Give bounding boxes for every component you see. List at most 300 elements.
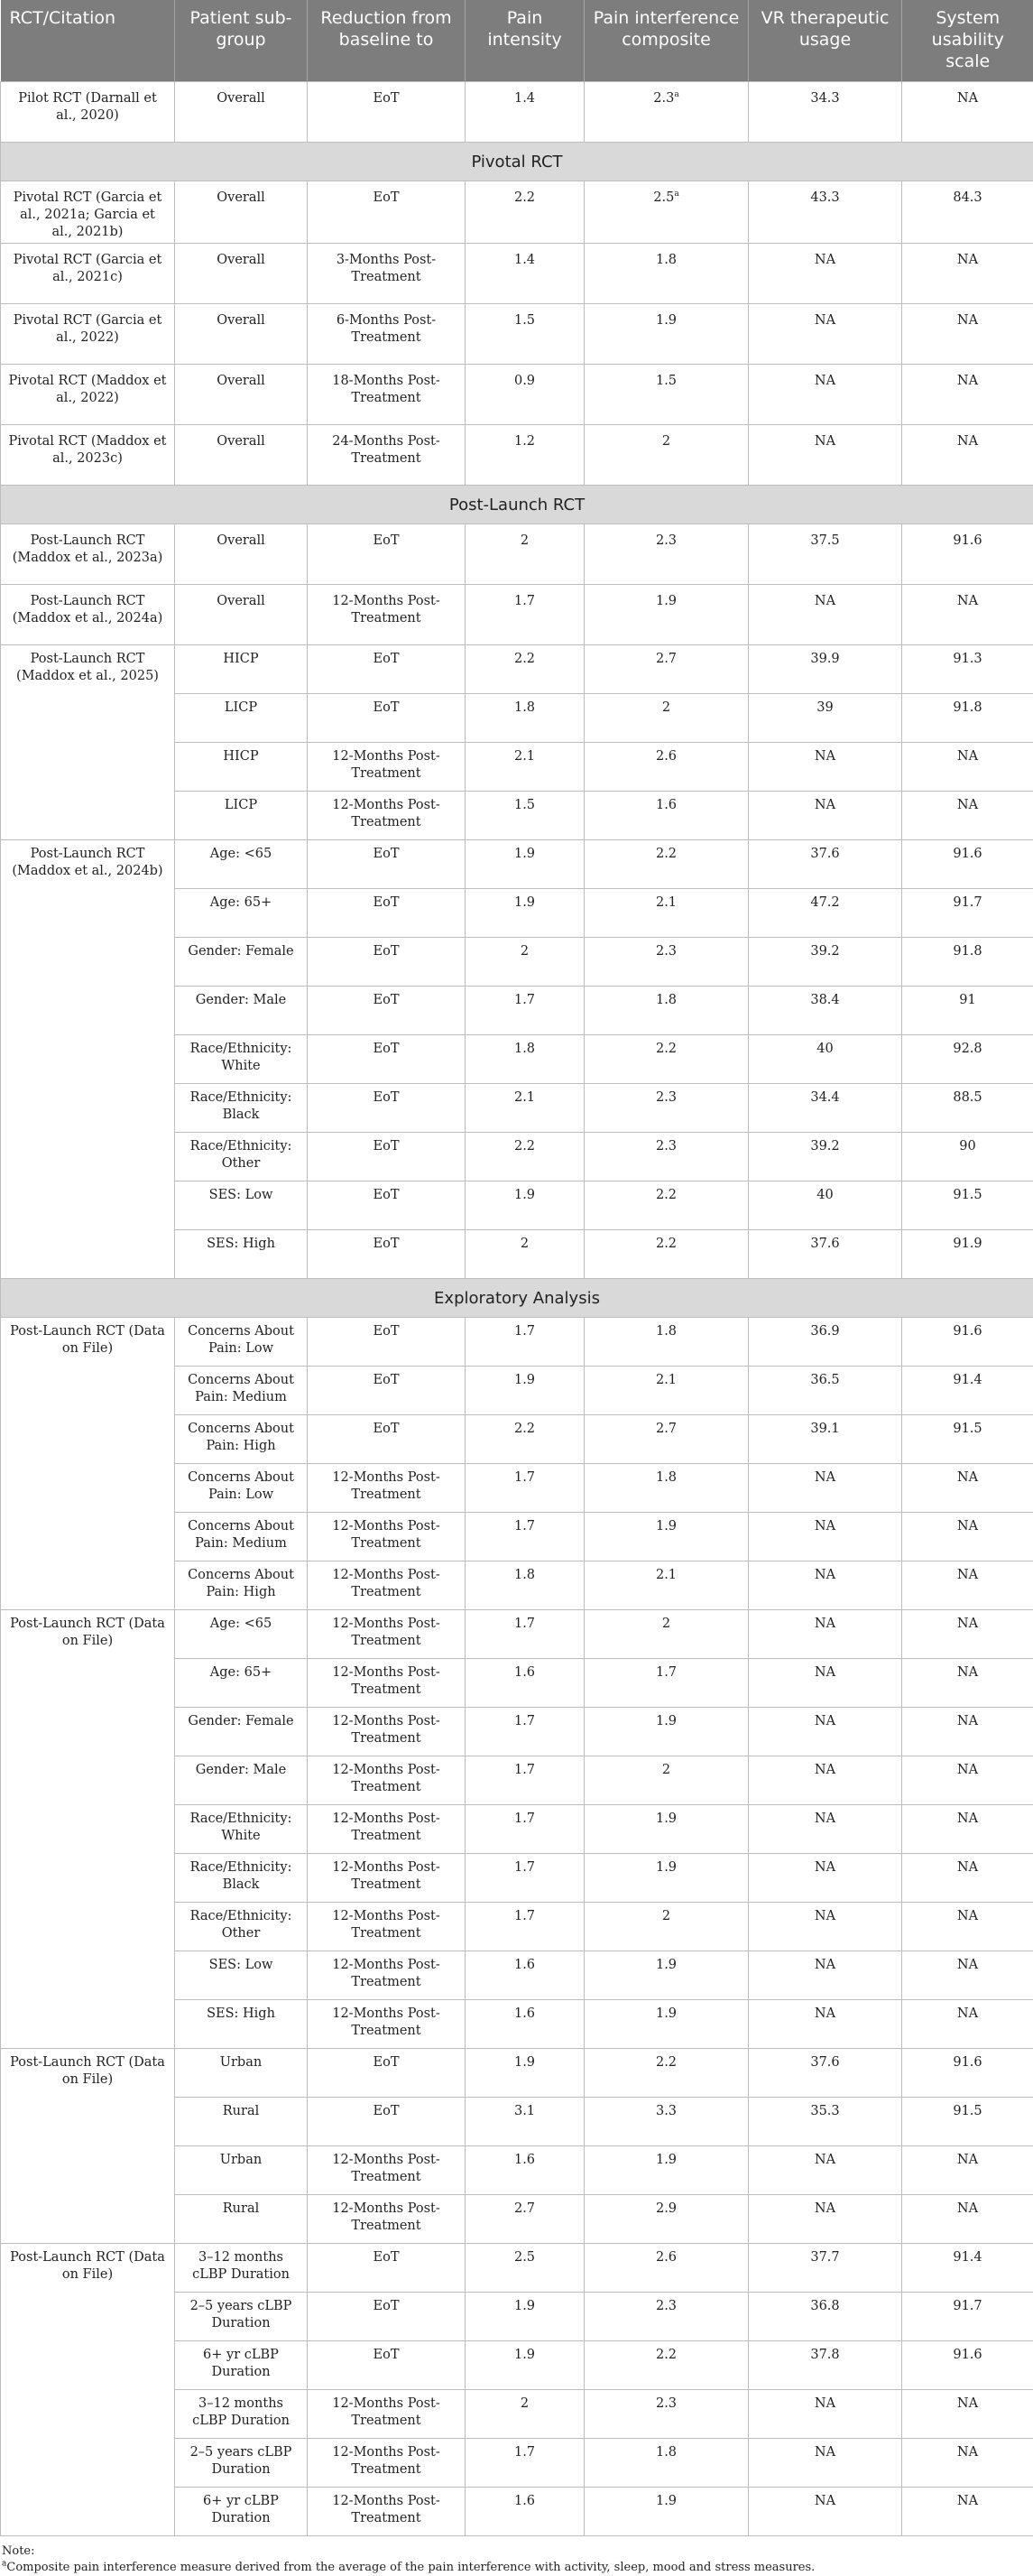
pain-intensity-cell [466,694,585,743]
reduction-cell [308,2195,466,2244]
subgroup-cell [175,1230,308,1279]
pain-intensity-value: 2 [521,2396,529,2411]
pain-intensity-value: 1.2 [514,434,535,449]
pain-interference-value: 2.3 [656,2299,677,2313]
pain-interference-cell [585,645,749,694]
reduction-value: EoT [374,1324,400,1339]
subgroup-cell [175,244,308,304]
pain-intensity-cell [466,792,585,840]
reduction-cell [308,1464,466,1513]
pain-intensity-cell [466,2293,585,2341]
usability-value: 91.4 [953,2250,982,2265]
usability-cell [902,645,1033,694]
citation-cell: Pivotal RCT (Garcia et al., 2022) [1,304,175,365]
usability-cell [902,2293,1033,2341]
vr-usage-value: 34.4 [810,1090,839,1105]
pain-interference-value: 2.2 [656,1237,677,1251]
reduction-value: 12-Months Post-Treatment [332,798,440,829]
vr-usage-cell [749,304,902,365]
vr-usage-value: NA [815,1568,835,1582]
usability-value: NA [957,253,978,267]
reduction-value: 3-Months Post-Treatment [337,253,436,284]
subgroup-value: Overall [217,313,265,328]
vr-usage-value: NA [815,313,835,328]
subgroup-cell [175,2341,308,2390]
usability-cell [902,304,1033,365]
reduction-cell [308,1708,466,1756]
vr-usage-cell [749,2341,902,2390]
usability-cell [902,1513,1033,1561]
usability-value: 91.8 [953,700,982,715]
vr-usage-cell [749,1903,902,1951]
reduction-value: EoT [374,847,400,861]
reduction-value: EoT [374,1422,400,1436]
pain-interference-cell [585,425,749,486]
reduction-value: 12-Months Post-Treatment [332,1909,440,1941]
usability-cell [902,1133,1033,1181]
pain-intensity-value: 2 [521,944,529,959]
usability-cell [902,82,1033,143]
reduction-value: EoT [374,1139,400,1154]
usability-cell [902,2195,1033,2244]
subgroup-cell [175,938,308,987]
vr-usage-value: NA [815,1909,835,1923]
vr-usage-value: NA [815,2153,835,2167]
vr-usage-cell [749,1659,902,1708]
subgroup-value: Overall [217,253,265,267]
vr-usage-value: NA [815,1617,835,1631]
pain-interference-cell [585,1805,749,1854]
vr-usage-cell [749,743,902,792]
reduction-value: 24-Months Post-Treatment [332,434,440,466]
subgroup-cell [175,1181,308,1230]
reduction-cell [308,1181,466,1230]
pain-intensity-cell [466,2244,585,2293]
vr-usage-value: NA [815,1958,835,1972]
vr-usage-cell [749,1561,902,1610]
pain-interference-value: 1.8 [656,993,677,1007]
reduction-value: EoT [374,2348,400,2362]
usability-value: 92.8 [953,1042,982,1056]
vr-usage-value: NA [815,2494,835,2508]
table-row [1,1610,1033,1659]
vr-usage-cell [749,1035,902,1084]
subgroup-value: Race/Ethnicity: Other [190,1139,292,1171]
pain-intensity-value: 1.6 [514,2006,535,2021]
reduction-value: 12-Months Post-Treatment [332,2006,440,2038]
pain-intensity-value: 1.5 [514,798,535,812]
pain-intensity-cell [466,889,585,938]
usability-value: NA [957,594,978,608]
reduction-cell [308,1035,466,1084]
usability-cell [902,792,1033,840]
reduction-cell [308,524,466,585]
pain-intensity-value: 2.7 [514,2201,535,2216]
subgroup-cell [175,425,308,486]
subgroup-cell [175,1035,308,1084]
vr-usage-value: NA [815,1860,835,1875]
usability-value: NA [957,374,978,388]
vr-usage-value: 37.7 [810,2250,839,2265]
reduction-cell [308,585,466,645]
footnote-marker: a [674,90,678,99]
pain-interference-cell [585,694,749,743]
subgroup-value: Gender: Male [196,1763,287,1777]
subgroup-value: Concerns About Pain: Low [188,1470,294,1502]
pain-intensity-value: 1.9 [514,1188,535,1202]
reduction-cell [308,1951,466,2000]
vr-usage-value: NA [815,253,835,267]
reduction-cell [308,365,466,425]
vr-usage-value: NA [815,2006,835,2021]
citation-cell: Pivotal RCT (Maddox et al., 2022) [1,365,175,425]
header-subgroup: Patient sub-group [175,0,308,82]
pain-interference-value: 2.2 [656,1042,677,1056]
subgroup-cell [175,1610,308,1659]
pain-intensity-cell [466,1318,585,1367]
reduction-cell [308,645,466,694]
vr-usage-cell [749,524,902,585]
header-row [1,0,1033,82]
reduction-value: 12-Months Post-Treatment [332,1519,440,1551]
pain-intensity-cell [466,1133,585,1181]
pain-intensity-value: 1.7 [514,1324,535,1339]
reduction-cell [308,2293,466,2341]
reduction-cell [308,1610,466,1659]
vr-usage-cell [749,425,902,486]
pain-intensity-cell [466,1561,585,1610]
usability-value: 91 [959,993,975,1007]
pain-intensity-cell [466,2049,585,2098]
usability-value: NA [957,1812,978,1826]
reduction-cell [308,743,466,792]
subgroup-value: SES: High [207,1237,275,1251]
subgroup-cell [175,82,308,143]
usability-cell [902,987,1033,1035]
reduction-value: EoT [374,944,400,959]
pain-intensity-value: 1.4 [514,253,535,267]
usability-value: 91.6 [953,2055,982,2070]
pain-interference-value: 2.3 [656,2396,677,2411]
pain-interference-cell [585,1181,749,1230]
pain-intensity-value: 1.6 [514,1958,535,1972]
subgroup-value: 2–5 years cLBP Duration [190,2445,292,2477]
footnote-mark: a [2,2560,6,2569]
reduction-cell [308,1561,466,1610]
pain-interference-value: 1.7 [656,1665,677,1680]
vr-usage-cell [749,694,902,743]
vr-usage-cell [749,1756,902,1805]
reduction-value: 12-Months Post-Treatment [332,749,440,781]
vr-usage-cell [749,2390,902,2439]
vr-usage-value: 35.3 [810,2104,839,2118]
pain-interference-cell [585,2098,749,2146]
vr-usage-cell [749,2195,902,2244]
pain-intensity-cell [466,1756,585,1805]
pain-interference-value: 3.3 [656,2104,677,2118]
usability-cell [902,1464,1033,1513]
pain-interference-cell [585,2390,749,2439]
vr-usage-value: NA [815,1665,835,1680]
pain-intensity-cell [466,2488,585,2536]
pain-interference-value: 2.3 [656,1090,677,1105]
subgroup-value: 6+ yr cLBP Duration [203,2348,279,2379]
pain-intensity-value: 1.7 [514,993,535,1007]
vr-usage-value: NA [815,594,835,608]
reduction-value: 12-Months Post-Treatment [332,1568,440,1599]
subgroup-cell [175,2439,308,2488]
pain-interference-cell [585,1035,749,1084]
pain-interference-value: 2.7 [656,1422,677,1436]
pain-interference-cell [585,1610,749,1659]
vr-usage-cell [749,2293,902,2341]
reduction-value: 12-Months Post-Treatment [332,1714,440,1746]
reduction-value: EoT [374,2055,400,2070]
pain-interference-value: 2 [662,700,670,715]
section-title: Pivotal RCT [1,143,1033,181]
subgroup-cell [175,1367,308,1415]
pain-interference-value: 2.3 [653,91,674,106]
reduction-cell [308,2439,466,2488]
vr-usage-cell [749,840,902,889]
vr-usage-cell [749,1854,902,1903]
pain-interference-cell [585,1951,749,2000]
vr-usage-cell [749,2146,902,2195]
pain-interference-cell [585,1903,749,1951]
pain-intensity-cell [466,743,585,792]
pain-intensity-cell [466,987,585,1035]
subgroup-value: Age: <65 [210,1617,272,1631]
subgroup-cell [175,2195,308,2244]
pain-interference-cell [585,1367,749,1415]
pain-interference-cell [585,2195,749,2244]
subgroup-cell [175,840,308,889]
pain-interference-cell [585,524,749,585]
subgroup-cell [175,1133,308,1181]
vr-usage-cell [749,1318,902,1367]
pain-interference-cell [585,1854,749,1903]
vr-usage-cell [749,365,902,425]
pain-interference-cell [585,2341,749,2390]
vr-usage-cell [749,1951,902,2000]
subgroup-cell [175,987,308,1035]
section-header-row [1,1279,1033,1318]
subgroup-cell [175,1415,308,1464]
vr-usage-cell [749,987,902,1035]
subgroup-cell [175,2488,308,2536]
usability-cell [902,365,1033,425]
pain-interference-value: 2.3 [656,533,677,548]
pain-intensity-cell [466,425,585,486]
reduction-value: 12-Months Post-Treatment [332,1763,440,1794]
reduction-cell [308,82,466,143]
usability-cell [902,1756,1033,1805]
usability-value: NA [957,91,978,106]
subgroup-cell [175,2293,308,2341]
vr-usage-cell [749,1084,902,1133]
pain-intensity-value: 1.7 [514,1617,535,1631]
usability-cell [902,1561,1033,1610]
pain-interference-cell [585,82,749,143]
pain-intensity-value: 2.2 [514,1422,535,1436]
citation-cell: Post-Launch RCT (Data on File) [1,2244,175,2536]
reduction-value: 12-Months Post-Treatment [332,2201,440,2233]
subgroup-cell [175,2244,308,2293]
reduction-cell [308,1133,466,1181]
pain-interference-cell [585,1659,749,1708]
pain-interference-cell [585,585,749,645]
usability-cell [902,1805,1033,1854]
usability-cell [902,938,1033,987]
usability-value: 84.3 [953,190,982,205]
vr-usage-value: 37.6 [810,847,839,861]
table-body [1,82,1033,2536]
pain-interference-value: 2.7 [656,652,677,666]
reduction-cell [308,2244,466,2293]
vr-usage-value: NA [815,2445,835,2460]
footnote-marker: a [674,190,678,199]
pain-intensity-value: 2.1 [514,749,535,764]
citation-cell: Pivotal RCT (Garcia et al., 2021a; Garcia et al., 2021b) [1,181,175,244]
pain-intensity-value: 2 [521,533,529,548]
subgroup-value: Concerns About Pain: High [188,1422,294,1453]
usability-cell [902,181,1033,244]
subgroup-cell [175,2098,308,2146]
subgroup-value: Concerns About Pain: High [188,1568,294,1599]
vr-usage-value: NA [815,1470,835,1485]
subgroup-cell [175,889,308,938]
vr-usage-value: NA [815,798,835,812]
subgroup-value: Race/Ethnicity: White [190,1812,292,1843]
usability-value: 91.6 [953,2348,982,2362]
reduction-cell [308,792,466,840]
pain-interference-cell [585,2439,749,2488]
pain-interference-value: 2.6 [656,2250,677,2265]
subgroup-cell [175,2000,308,2049]
reduction-cell [308,840,466,889]
pain-intensity-cell [466,1610,585,1659]
pain-interference-cell [585,1318,749,1367]
pain-intensity-cell [466,1084,585,1133]
usability-cell [902,244,1033,304]
usability-value: 91.5 [953,1422,982,1436]
reduction-cell [308,425,466,486]
reduction-value: EoT [374,1188,400,1202]
reduction-cell [308,181,466,244]
usability-cell [902,694,1033,743]
reduction-cell [308,1854,466,1903]
pain-interference-cell [585,244,749,304]
usability-value: NA [957,1958,978,1972]
subgroup-cell [175,2146,308,2195]
table-row [1,840,1033,889]
usability-cell [902,1084,1033,1133]
pain-interference-value: 1.9 [656,1860,677,1875]
pain-intensity-value: 1.9 [514,847,535,861]
header-reduction: Reduction from baseline to [308,0,466,82]
reduction-cell [308,1084,466,1133]
reduction-value: EoT [374,1090,400,1105]
reduction-cell [308,1230,466,1279]
vr-usage-cell [749,585,902,645]
citation-cell: Post-Launch RCT (Maddox et al., 2024a) [1,585,175,645]
vr-usage-value: 39 [816,700,833,715]
pain-intensity-cell [466,2439,585,2488]
pain-intensity-cell [466,1230,585,1279]
usability-cell [902,2488,1033,2536]
usability-cell [902,1854,1033,1903]
pain-intensity-cell [466,2098,585,2146]
reduction-value: 12-Months Post-Treatment [332,1958,440,1989]
pain-intensity-value: 1.4 [514,91,535,106]
usability-value: NA [957,1860,978,1875]
reduction-cell [308,2390,466,2439]
pain-intensity-value: 1.8 [514,1042,535,1056]
pain-interference-cell [585,365,749,425]
usability-cell [902,2244,1033,2293]
pain-intensity-value: 1.7 [514,1714,535,1728]
subgroup-cell [175,1854,308,1903]
usability-cell [902,2049,1033,2098]
vr-usage-cell [749,2098,902,2146]
subgroup-cell [175,694,308,743]
subgroup-value: Gender: Female [188,1714,293,1728]
reduction-value: EoT [374,2250,400,2265]
vr-usage-value: 38.4 [810,993,839,1007]
vr-usage-cell [749,1610,902,1659]
header-pain-interference: Pain interference composite [585,0,749,82]
pain-intensity-cell [466,2195,585,2244]
reduction-cell [308,2146,466,2195]
vr-usage-value: NA [815,374,835,388]
pain-intensity-cell [466,304,585,365]
vr-usage-value: 34.3 [810,91,839,106]
citation-cell: Post-Launch RCT (Data on File) [1,1610,175,2049]
pain-interference-cell [585,743,749,792]
subgroup-cell [175,1513,308,1561]
pain-interference-value: 2 [662,434,670,449]
pain-intensity-value: 1.7 [514,594,535,608]
pain-interference-cell [585,1464,749,1513]
usability-value: NA [957,1714,978,1728]
usability-value: NA [957,749,978,764]
vr-usage-value: NA [815,1519,835,1534]
reduction-value: 12-Months Post-Treatment [332,2396,440,2428]
pain-interference-cell [585,1084,749,1133]
subgroup-value: Gender: Female [188,944,293,959]
reduction-value: EoT [374,533,400,548]
reduction-value: EoT [374,1373,400,1387]
vr-usage-value: NA [815,749,835,764]
vr-usage-cell [749,2488,902,2536]
pain-intensity-value: 1.7 [514,2445,535,2460]
subgroup-cell [175,1805,308,1854]
subgroup-cell [175,2390,308,2439]
subgroup-value: 3–12 months cLBP Duration [192,2396,290,2428]
reduction-cell [308,2341,466,2390]
pain-intensity-cell [466,1513,585,1561]
subgroup-cell [175,2049,308,2098]
pain-intensity-cell [466,2390,585,2439]
vr-usage-cell [749,2049,902,2098]
subgroup-value: Race/Ethnicity: Black [190,1090,292,1122]
pain-interference-cell [585,1756,749,1805]
pain-intensity-value: 1.7 [514,1763,535,1777]
pain-interference-cell [585,1708,749,1756]
section-title: Exploratory Analysis [1,1279,1033,1318]
subgroup-value: LICP [225,798,257,812]
table-row [1,1318,1033,1367]
